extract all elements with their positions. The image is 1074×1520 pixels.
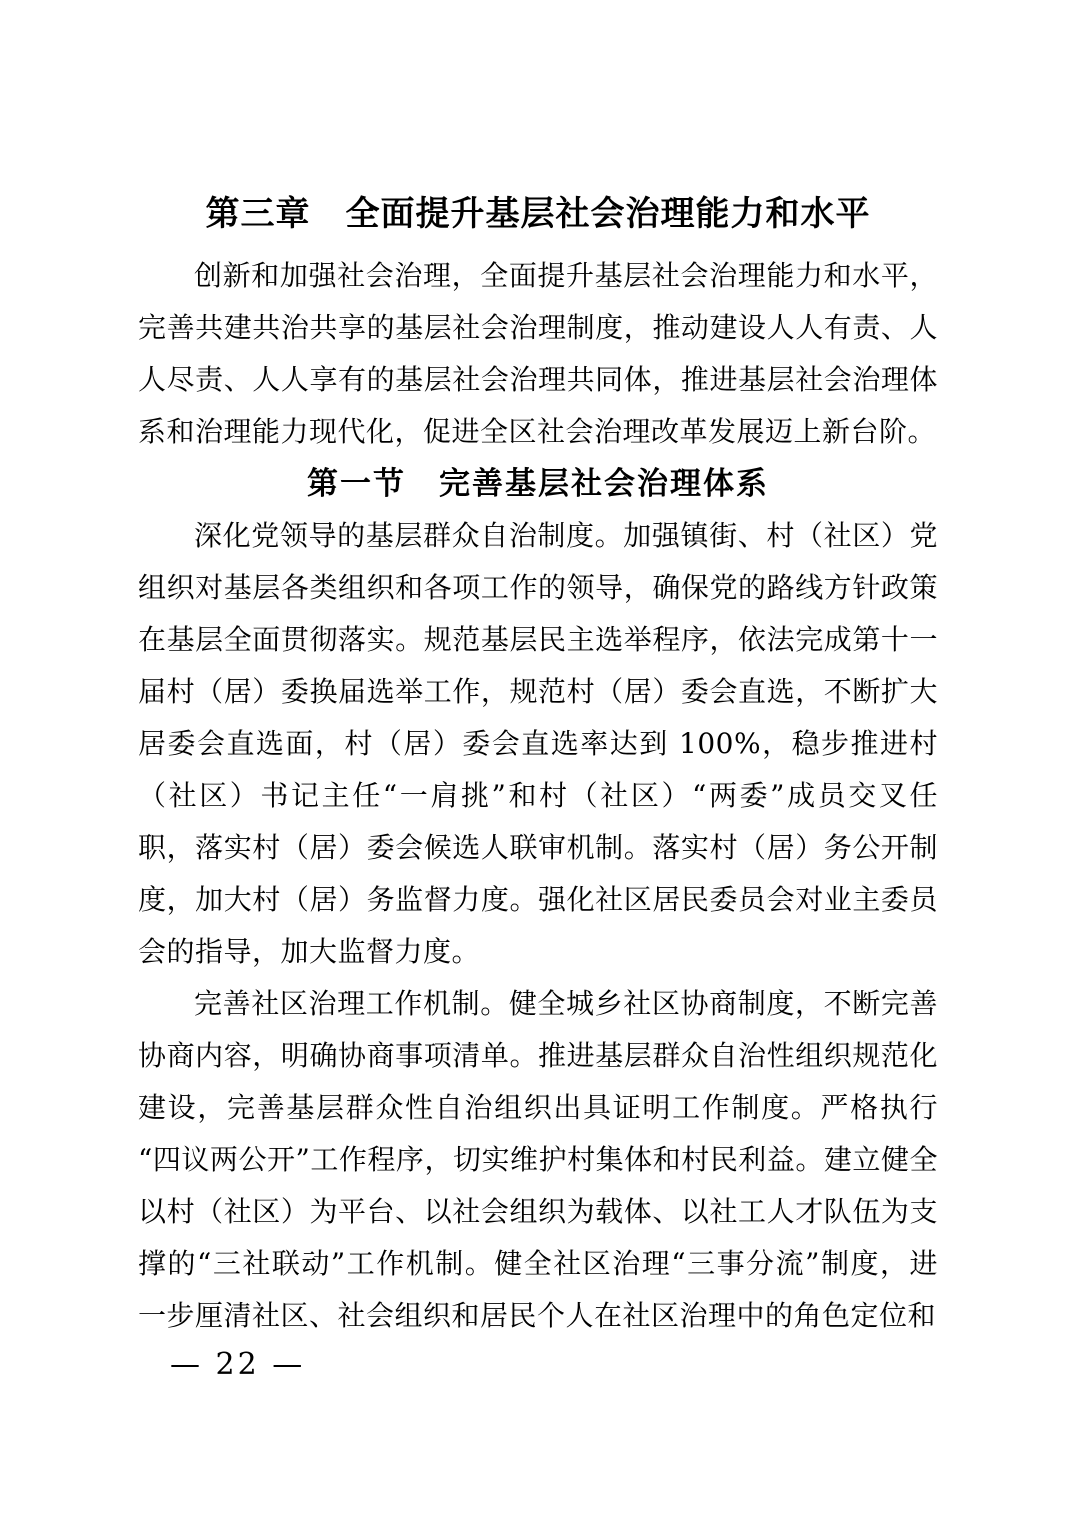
section-paragraph-1: 深化党领导的基层群众自治制度。加强镇街、村（社区）党组织对基层各类组织和各项工作的领导，确保党的路线方针政策在基层全面贯彻落实。规范基层民主选举程序，依法完成第十一届村（居）委换届选举工作，规范村（居）委会直选，不断扩大居委会直选面，村（居）委会直选率达到 100%，稳步推进村（社区）书记主任“一肩挑”和村（社区）“两委”成员交叉任职，落实村（居）委会候选人联审机制。落实村（居）务公开制度，加大村（居）务监督力度。强化社区居民委员会对业主委员会的指导，加大监督力度。 <box>138 519 938 968</box>
section-title: 第一节 完善基层社会治理体系 <box>307 466 769 502</box>
intro-paragraph: 创新和加强社会治理，全面提升基层社会治理能力和水平，完善共建共治共享的基层社会治理制度，推动建设人人有责、人人尽责、人人享有的基层社会治理共同体，推进基层社会治理体系和治理能力现代化，促进全区社会治理改革发展迈上新台阶。 <box>138 259 938 448</box>
section-paragraph-2: 完善社区治理工作机制。健全城乡社区协商制度，不断完善协商内容，明确协商事项清单。推进基层群众自治性组织规范化建设，完善基层群众性自治组织出具证明工作制度。严格执行“四议两公开”工作程序，切实维护村集体和村民利益。建立健全以村（社区）为平台、以社会组织为载体、以社工人才队伍为支撑的“三社联动”工作机制。健全社区治理“三事分流”制度，进一步厘清社区、社会组织和居民个人在社区治理中的角色定位和 <box>138 987 938 1332</box>
page-content <box>138 192 938 1342</box>
chapter-title: 第三章 全面提升基层社会治理能力和水平 <box>205 194 871 234</box>
page-number: — 22 — <box>170 1347 306 1382</box>
